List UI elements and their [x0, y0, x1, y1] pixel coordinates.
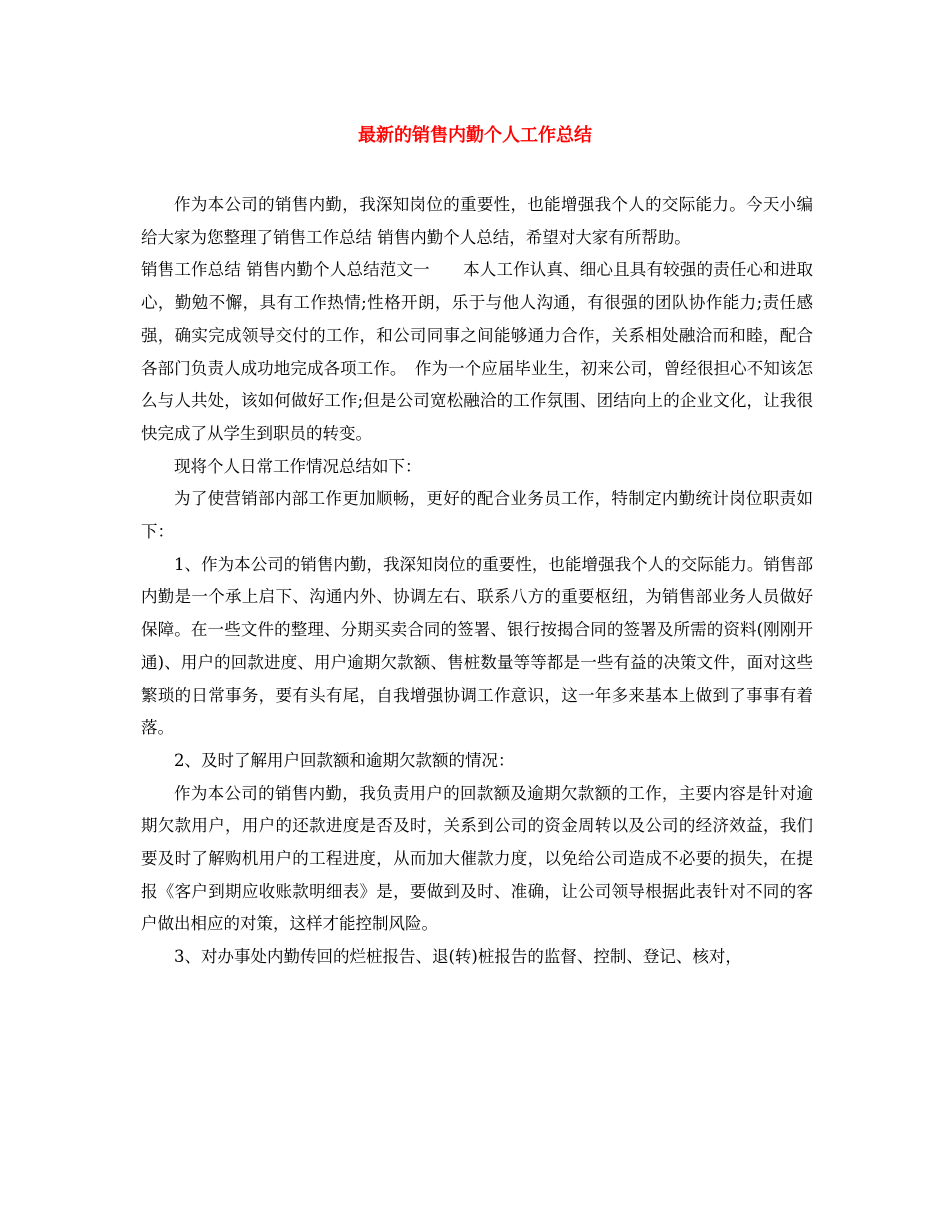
paragraph-duty-2-body: 作为本公司的销售内勤，我负责用户的回款额及逾期欠款额的工作，主要内容是针对逾期欠款用户，用户的还款进度是否及时，关系到公司的资金周转以及公司的经济效益，我们要及时了解购机用户的工程进度，从而加大催款力度，以免给公司造成不必要的损失，在提报《客户到期应收账款明细表》是，要做到及时、准确，让公司领导根据此表针对不同的客户做出相应的对策，这样才能控制风险。: [141, 783, 813, 934]
paragraph-duty-3: 3、对办事处内勤传回的烂桩报告、退(转)桩报告的监督、控制、登记、核对，: [174, 947, 742, 967]
paragraph-duties-lead: 为了使营销部内部工作更加顺畅，更好的配合业务员工作，特制定内勤统计岗位职责如下：: [141, 489, 813, 542]
paragraph-duty-2-heading: 2、及时了解用户回款额和逾期欠款额的情况：: [174, 750, 515, 770]
paragraph-intro: 作为本公司的销售内勤，我深知岗位的重要性，也能增强我个人的交际能力。今天小编给大家为您整理了销售工作总结 销售内勤个人总结，希望对大家有所帮助。: [141, 195, 813, 247]
document-body: [141, 189, 813, 974]
paragraph-summary-lead: 现将个人日常工作情况总结如下：: [174, 456, 422, 476]
paragraph-sample-one: 销售工作总结 销售内勤个人总结范文一 本人工作认真、细心且具有较强的责任心和进取心，勤勉不懈，具有工作热情;性格开朗，乐于与他人沟通，有很强的团队协作能力;责任感强，确实完成领导交付的工作，和公司同事之间能够通力合作，关系相处融洽而和睦，配合各部门负责人成功地完成各项工作。 作为一个应届毕业生，初来公司，曾经很担心不知该怎么与人共处，该如何做好工作;但是公司宽松融洽的工作氛围、团结向上的企业文化，让我很快完成了从学生到职员的转变。: [141, 260, 813, 443]
paragraph-duty-1: 1、作为本公司的销售内勤，我深知岗位的重要性，也能增强我个人的交际能力。销售部内勤是一个承上启下、沟通内外、协调左右、联系八方的重要枢纽，为销售部业务人员做好保障。在一些文件的整理、分期买卖合同的签署、银行按揭合同的签署及所需的资料(刚刚开通)、用户的回款进度、用户逾期欠款额、售桩数量等等都是一些有益的决策文件，面对这些繁琐的日常事务，要有头有尾，自我增强协调工作意识，这一年多来基本上做到了事事有着落。: [141, 554, 813, 738]
page-title: 最新的销售内勤个人工作总结: [358, 125, 592, 146]
